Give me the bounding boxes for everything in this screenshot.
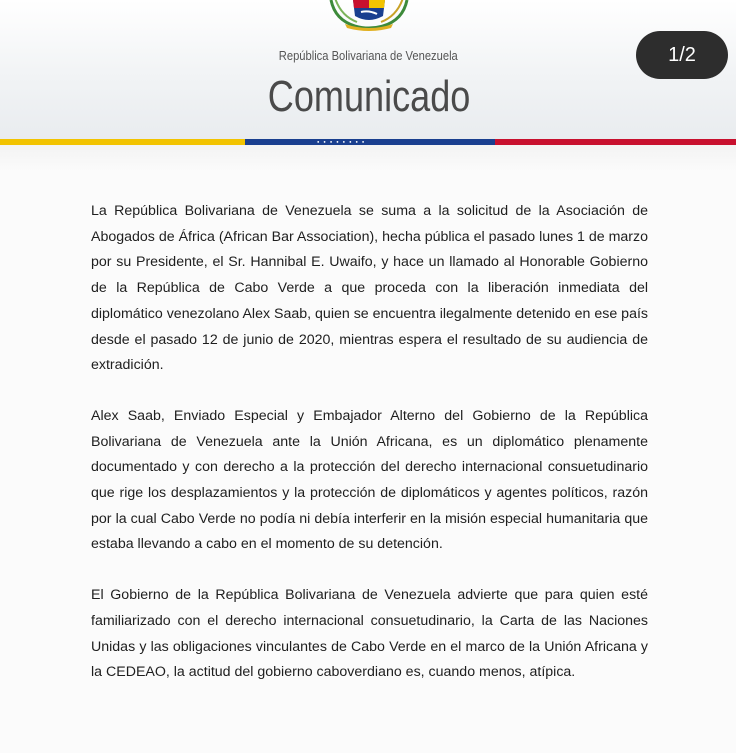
- communique-body: [91, 199, 648, 711]
- paragraph: El Gobierno de la República Bolivariana de Venezuela advierte que para quien esté familiarizado con el derecho internacional consuetudinario, la Carta de las Naciones Unidas y las obligaciones vinculantes de Cabo Verde en el marco de la Unión Africana y la CEDEAO, la actitud del gobierno caboverdiano es, cuando menos, atípica.: [91, 587, 648, 681]
- page-title: Comunicado: [267, 72, 471, 121]
- paragraph: La República Bolivariana de Venezuela se suma a la solicitud de la Asociación de Abogados de África (African Bar Association), hecha pública el pasado lunes 1 de marzo por su Presidente, el Sr. Hannibal E. Uwaifo, y hace un llamado al Honorable Gobierno de la República de Cabo Verde a que proceda con la liberación inmediata del diplomático venezolano Alex Saab, quien se encuentra ilegalmente detenido en ese país desde el pasado 12 de junio de 2020, mientras espera el resultado de su audiencia de extradición.: [91, 203, 648, 374]
- stars-icon: ●●●●●●●●: [317, 139, 369, 144]
- government-name: República Bolivariana de Venezuela: [278, 48, 458, 63]
- header-shadow: [0, 145, 736, 171]
- venezuela-coat-of-arms-icon: [325, 0, 413, 32]
- page-indicator-badge: 1/2: [636, 31, 728, 79]
- paragraph: Alex Saab, Enviado Especial y Embajador Alterno del Gobierno de la República Bolivariana de Venezuela ante la Unión Africana, es un diplomático plenamente documentado y con derecho a la protección del derecho internacional consuetudinario que rige los desplazamientos y la protección de diplomáticos y agentes políticos, razón por la cual Cabo Verde no podía ni debía interferir en la misión especial humanitaria que estaba llevando a cabo en el momento de su detención.: [91, 407, 648, 553]
- letterhead: [0, 0, 736, 140]
